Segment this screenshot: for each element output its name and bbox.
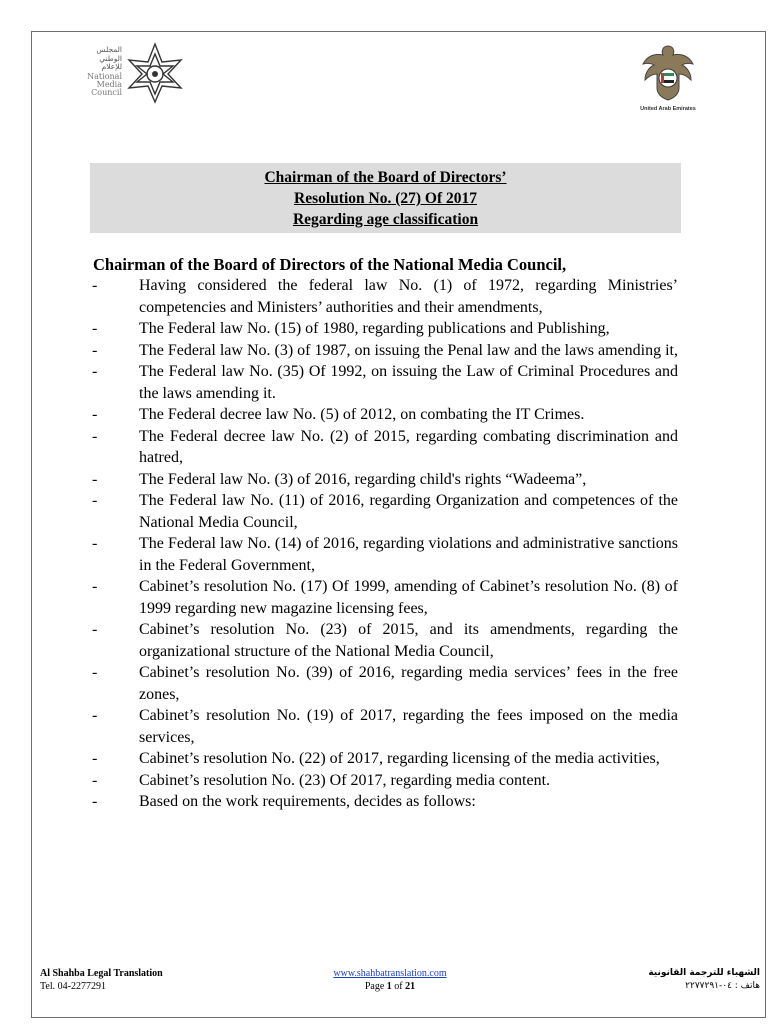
list-item — [92, 404, 678, 426]
footer-tel: Tel. 04-2277291 — [40, 981, 106, 992]
list-item — [92, 469, 678, 491]
footer-center — [320, 967, 460, 993]
list-dash: - — [92, 621, 98, 638]
list-dash: - — [92, 406, 98, 423]
list-item-text: The Federal law No. (35) Of 1992, on issuing the Law of Criminal Procedures and the laws amending it. — [139, 363, 678, 402]
list-item — [92, 662, 678, 705]
footer-right — [648, 967, 760, 993]
list-dash: - — [92, 492, 98, 509]
list-item — [92, 426, 678, 469]
title-line-2: Resolution No. (27) Of 2017 — [294, 190, 477, 207]
footer-company-arabic: الشهباء للترجمة القانونية — [648, 968, 760, 978]
footer-company: Al Shahba Legal Translation — [40, 968, 163, 979]
list-item — [92, 361, 678, 404]
list-item — [92, 340, 678, 362]
list-item-text: Having considered the federal law No. (1) of 1972, regarding Ministries’ competencies and Ministers’ authorities and their amendments, — [139, 277, 678, 316]
list-item — [92, 619, 678, 662]
list-item-text: The Federal decree law No. (5) of 2012, on combating the IT Crimes. — [139, 406, 585, 423]
footer-left — [40, 967, 163, 993]
list-dash: - — [92, 707, 98, 724]
list-item-text: Cabinet’s resolution No. (23) of 2015, and its amendments, regarding the organizational structure of the National Media Council, — [139, 621, 678, 660]
list-item — [92, 576, 678, 619]
list-item-text: Cabinet’s resolution No. (17) Of 1999, amending of Cabinet’s resolution No. (8) of 1999 regarding new magazine licensing fees, — [139, 578, 678, 617]
list-dash: - — [92, 341, 98, 359]
list-item-text: Cabinet’s resolution No. (23) Of 2017, regarding media content. — [139, 771, 551, 789]
list-item-text: Based on the work requirements, decides as follows: — [139, 793, 476, 810]
list-item — [92, 275, 678, 318]
emblem-caption: United Arab Emirates — [640, 106, 696, 112]
list-item — [92, 705, 678, 748]
list-dash: - — [92, 363, 98, 380]
list-item-text: The Federal decree law No. (2) of 2015, regarding combating discrimination and hatred, — [139, 427, 678, 466]
list-item-text: The Federal law No. (3) of 1987, on issuing the Penal law and the laws amending it, — [139, 341, 678, 359]
list-item — [92, 490, 678, 533]
legal-basis-list — [92, 275, 678, 813]
list-item-text: The Federal law No. (15) of 1980, regarding publications and Publishing, — [139, 320, 610, 337]
list-dash: - — [92, 535, 98, 552]
list-item — [92, 748, 678, 770]
list-dash: - — [92, 793, 98, 810]
page-number: Page 1 of 21 — [364, 981, 416, 992]
list-item — [92, 791, 678, 813]
list-item-text: The Federal law No. (14) of 2016, regarding violations and administrative sanctions in the Federal Government, — [139, 535, 678, 574]
list-dash: - — [92, 750, 98, 767]
title-line-1: Chairman of the Board of Directors’ — [264, 169, 507, 186]
preamble-heading: Chairman of the Board of Directors of the National Media Council, — [93, 255, 567, 274]
uae-emblem-logo — [618, 42, 718, 114]
eagle-emblem-icon — [637, 42, 699, 104]
list-item — [92, 318, 678, 340]
list-dash: - — [92, 277, 98, 294]
title-line-3: Regarding age classification — [292, 211, 479, 228]
national-media-council-logo — [70, 42, 185, 114]
list-dash: - — [92, 427, 98, 445]
resolution-title — [90, 163, 681, 233]
logo-latin-text: National Media Council — [87, 72, 122, 97]
list-dash: - — [92, 470, 98, 488]
footer-website-link[interactable]: www.shahbatranslation.com — [333, 968, 447, 979]
logo-arabic-text: المجلس الوطني للإعلام — [96, 45, 122, 71]
list-item — [92, 770, 678, 792]
list-item-text: Cabinet’s resolution No. (39) of 2016, regarding media services’ fees in the free zones, — [139, 664, 678, 703]
list-item-text: Cabinet’s resolution No. (19) of 2017, regarding the fees imposed on the media services, — [139, 707, 678, 746]
list-item — [92, 533, 678, 576]
list-item-text: The Federal law No. (3) of 2016, regarding child's rights “Wadeema”, — [139, 470, 587, 488]
list-item-text: The Federal law No. (11) of 2016, regarding Organization and competences of the National Media Council, — [139, 492, 678, 531]
star-emblem-icon — [124, 42, 186, 104]
list-dash: - — [92, 664, 98, 681]
footer-tel-arabic: هاتف : ٠٤-٢٢٧٧٢٩١ — [685, 981, 760, 991]
list-dash: - — [92, 578, 98, 595]
list-item-text: Cabinet’s resolution No. (22) of 2017, regarding licensing of the media activities, — [139, 750, 660, 767]
list-dash: - — [92, 320, 98, 337]
list-dash: - — [92, 771, 98, 789]
